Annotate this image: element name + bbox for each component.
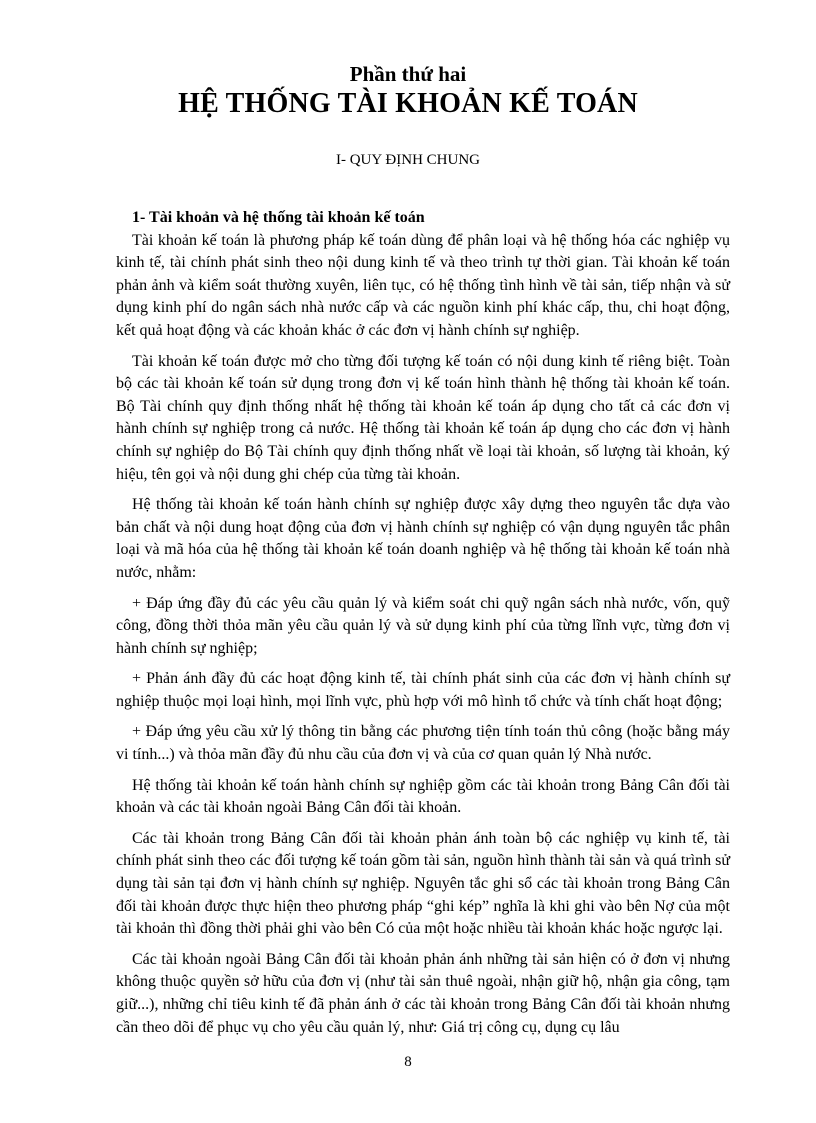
paragraph: Tài khoản kế toán được mở cho từng đối tượng kế toán có nội dung kinh tế riêng biệt. Toàn bộ các tài khoản kế toán sử dụng trong đơn vị kế toán hình thành hệ thống tài khoản kế toán. Bộ Tài chính quy định thống nhất hệ thống tài khoản kế toán áp dụng cho tất cả các đơn vị hành chính sự nghiệp trong cả nước. Hệ thống tài khoản kế toán áp dụng cho các đơn vị hành chính sự nghiệp do Bộ Tài chính quy định thống nhất về loại tài khoản, số lượng tài khoản, ký hiệu, tên gọi và nội dung ghi chép của từng tài khoản. xyxy=(116,352,730,483)
paragraph: Các tài khoản trong Bảng Cân đối tài khoản phản ánh toàn bộ các nghiệp vụ kinh tế, tài chính phát sinh theo các đối tượng kế toán gồm tài sản, nguồn hình thành tài sản và quá trình sử dụng tài sản tại đơn vị hành chính sự nghiệp. Nguyên tắc ghi sổ các tài khoản trong Bảng Cân đối tài khoản được thực hiện theo phương pháp “ghi kép” nghĩa là khi ghi vào bên Nợ của một tài khoản thì đồng thời phải ghi vào bên Có của một hoặc nhiều tài khoản khác hoặc ngược lại. xyxy=(116,829,730,938)
section-title: I- QUY ĐỊNH CHUNG xyxy=(335,152,480,168)
paragraph: Hệ thống tài khoản kế toán hành chính sự nghiệp được xây dựng theo nguyên tắc dựa vào bản chất và nội dung hoạt động của đơn vị hành chính sự nghiệp có vận dụng nguyên tắc phân loại và mã hóa của hệ thống tài khoản kế toán doanh nghiệp và hệ thống tài khoản kế toán nhà nước, nhằm: xyxy=(116,496,730,581)
bullet-paragraph: + Đáp ứng yêu cầu xử lý thông tin bằng các phương tiện tính toán thủ công (hoặc bằng máy vi tính...) và thỏa mãn đầy đủ nhu cầu của đơn vị và của cơ quan quản lý Nhà nước. xyxy=(116,723,730,764)
body-text xyxy=(116,207,730,1047)
subheading: 1- Tài khoản và hệ thống tài khoản kế toán xyxy=(132,209,425,226)
bullet-paragraph: + Đáp ứng đầy đủ các yêu cầu quản lý và kiểm soát chi quỹ ngân sách nhà nước, vốn, quỹ công, đồng thời thỏa mãn yêu cầu quản lý và sử dụng kinh phí của từng lĩnh vực, từng đơn vị hành chính sự nghiệp; xyxy=(116,594,730,657)
paragraph: Hệ thống tài khoản kế toán hành chính sự nghiệp gồm các tài khoản trong Bảng Cân đối tài khoản và các tài khoản ngoài Bảng Cân đối tài khoản. xyxy=(116,776,730,817)
paragraph: Tài khoản kế toán là phương pháp kế toán dùng để phân loại và hệ thống hóa các nghiệp vụ kinh tế, tài chính phát sinh theo nội dung kinh tế và theo trình tự thời gian. Tài khoản kế toán phản ảnh và kiểm soát thường xuyên, liên tục, có hệ thống tình hình về tài sản, tiếp nhận và sử dụng kinh phí do ngân sách nhà nước cấp và các nguồn kinh phí khác cấp, thu, chi hoạt động, kết quả hoạt động và các khoản khác ở các đơn vị hành chính sự nghiệp. xyxy=(116,231,730,339)
bullet-paragraph: + Phản ánh đầy đủ các hoạt động kinh tế, tài chính phát sinh của các đơn vị hành chính sự nghiệp thuộc mọi loại hình, mọi lĩnh vực, phù hợp với mô hình tổ chức và tính chất hoạt động; xyxy=(116,670,730,710)
page-number: 8 xyxy=(404,1054,412,1070)
page-title: HỆ THỐNG TÀI KHOẢN KẾ TOÁN xyxy=(178,88,638,119)
part-label: Phần thứ hai xyxy=(349,62,467,86)
paragraph: Các tài khoản ngoài Bảng Cân đối tài khoản phản ánh những tài sản hiện có ở đơn vị nhưng không thuộc quyền sở hữu của đơn vị (như tài sản thuê ngoài, nhận giữ hộ, nhận gia công, tạm giữ...), những chỉ tiêu kinh tế đã phản ánh ở các tài khoản trong Bảng Cân đối tài khoản nhưng cần theo dõi để phục vụ cho yêu cầu quản lý, như: Giá trị công cụ, dụng cụ lâu xyxy=(116,950,730,1036)
